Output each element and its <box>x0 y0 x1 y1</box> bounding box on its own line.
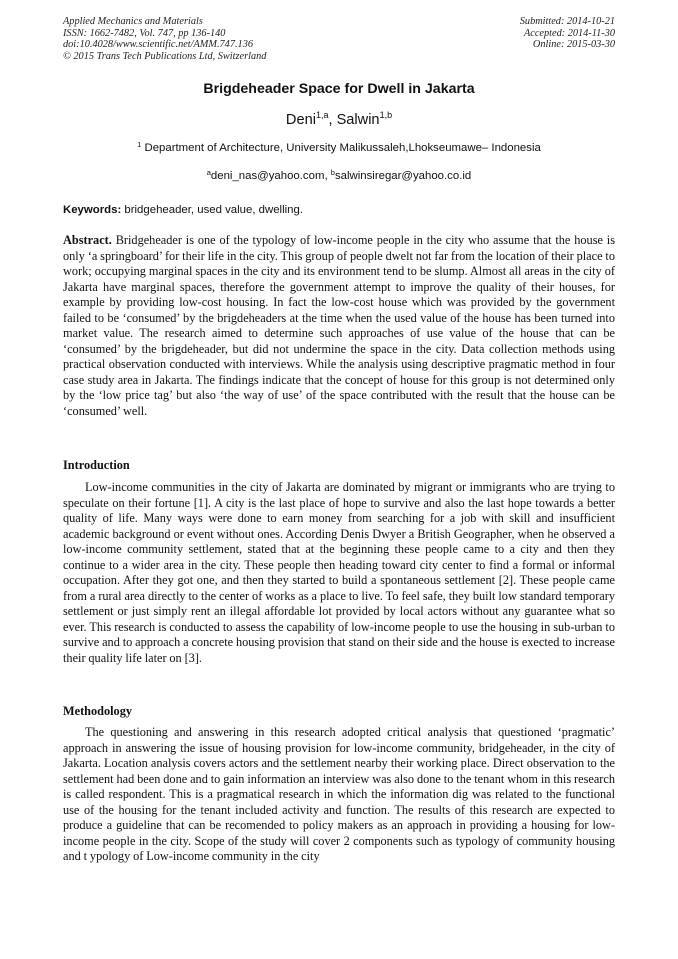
abstract-label: Abstract. <box>63 233 112 247</box>
journal-issn: ISSN: 1662-7482, Vol. 747, pp 136-140 <box>63 27 226 39</box>
journal-copyright: © 2015 Trans Tech Publications Ltd, Switzerland <box>63 50 267 62</box>
paper-title: Brigdeheader Space for Dwell in Jakarta <box>203 81 475 97</box>
author-1: Deni <box>285 112 316 128</box>
email-a: deni_nas@yahoo.com, <box>210 170 331 182</box>
submitted-date: Submitted: 2014-10-21 <box>519 16 615 27</box>
methodology-heading: Methodology <box>63 704 132 718</box>
keywords-text: bridgeheader, used value, dwelling. <box>121 204 303 216</box>
keywords <box>63 204 303 216</box>
author-line <box>0 110 678 128</box>
journal-doi: doi:10.4028/www.scientific.net/AMM.747.136 <box>63 39 253 51</box>
author-separator: , <box>328 112 337 128</box>
affiliation-mark: 1 <box>137 140 142 149</box>
online-date: Online: 2015-03-30 <box>532 39 615 51</box>
author-2: Salwin <box>336 112 380 128</box>
author-emails <box>0 168 678 182</box>
keywords-label: Keywords: <box>63 204 122 216</box>
abstract-text: Bridgeheader is one of the typology of low-income people in the city who assume that the house is only ‘a springboard’ for their life in the city. This group of people dwelt not far from the location of their place to work; occupying marginal spaces in the city and its environment tend to be slump. Almost all areas in the city of Jakarta have marginal spaces, therefore the government attempt to improve the quality of their houses, for example by providing low-cost housing. In fact the low-cost house which was provided by the government failed to be ‘consumed’ by the brigdeheaders at the time when the used value of the house has been turned into market value. The research aimed to determine such approaches of use value of the house that can be ‘consumed’ by the brigdeheader, but did not undermine the space in the city. Data collection methods using practical observation conducted with interviews. While the analysis using descriptive pragmatic method in four case study area in Jakarta. The findings indicate that the concept of house for this group is not determined only by the ‘low price tag’ but also ‘the way of use’ of the space contributed with the result that the house can be ‘consumed’ well. <box>63 233 615 419</box>
abstract <box>63 233 615 420</box>
introduction-heading: Introduction <box>63 458 130 472</box>
accepted-date: Accepted: 2014-11-30 <box>523 27 615 39</box>
affiliation <box>0 140 678 154</box>
introduction-paragraph: Low-income communities in the city of Jakarta are dominated by migrant or immigrants who are trying to speculate on their fortune [1]. A city is the last place of hope to survive and also the last hope towards a better quality of life. Many ways were done to earn money from searching for a job with skill and insufficient academic background or event without ones. According Denis Dwyer a British Geographer, when he observed a low-income community settlement, stated that at the beginning these people came to a city and then they continue to a wider area in the city. These people then heading toward city center to find a formal or informal occupation. After they got one, and then they started to build a spontaneous settlement [2]. These people came from a rural area directly to the center of works as a place to live. To feel safe, they built low standard temporary settlement or just simply rent an illegal affordable lot provided by local actors without any guarantee what so ever. This research is conducted to assess the capability of low-income people to use the housing in sub-urban to survive and to approach a concrete housing provision that stand on their side and the house is exected to increase their quality life later on [3]. <box>63 480 615 666</box>
journal-header-left <box>63 16 266 62</box>
author-1-affil: 1,a <box>315 110 329 120</box>
affiliation-text: Department of Architecture, University Malikussaleh,Lhokseumawe– Indonesia <box>141 142 541 154</box>
methodology-paragraph: The questioning and answering in this research adopted critical analysis that questioned ‘pragmatic’ approach in answering the issue of housing provision for low-income community, bridgeheader, in the city of Jakarta. Location analysis covers actors and the settlement nearby their working place. Direct observation to the settlement had been done and to gain information an interview was also done to the tenant whom in this research is called respondent. This is a pragmatical research in which the information dig was related to the functional use of the housing for the tenant included activity and function. The results of this research are expected to produce a guideline that can be recomended to policy makers as an approach in providing a housing for low-income people in the city. Scope of the study will cover 2 components such as typology of community housing and t ypology of Low-income community in the city <box>63 725 615 864</box>
author-2-affil: 1,b <box>379 110 393 120</box>
email-mark-b: b <box>330 168 335 177</box>
journal-name: Applied Mechanics and Materials <box>63 16 203 27</box>
email-mark-a: a <box>206 168 211 177</box>
email-b: salwinsiregar@yahoo.co.id <box>334 170 472 182</box>
journal-header-right <box>520 16 615 51</box>
